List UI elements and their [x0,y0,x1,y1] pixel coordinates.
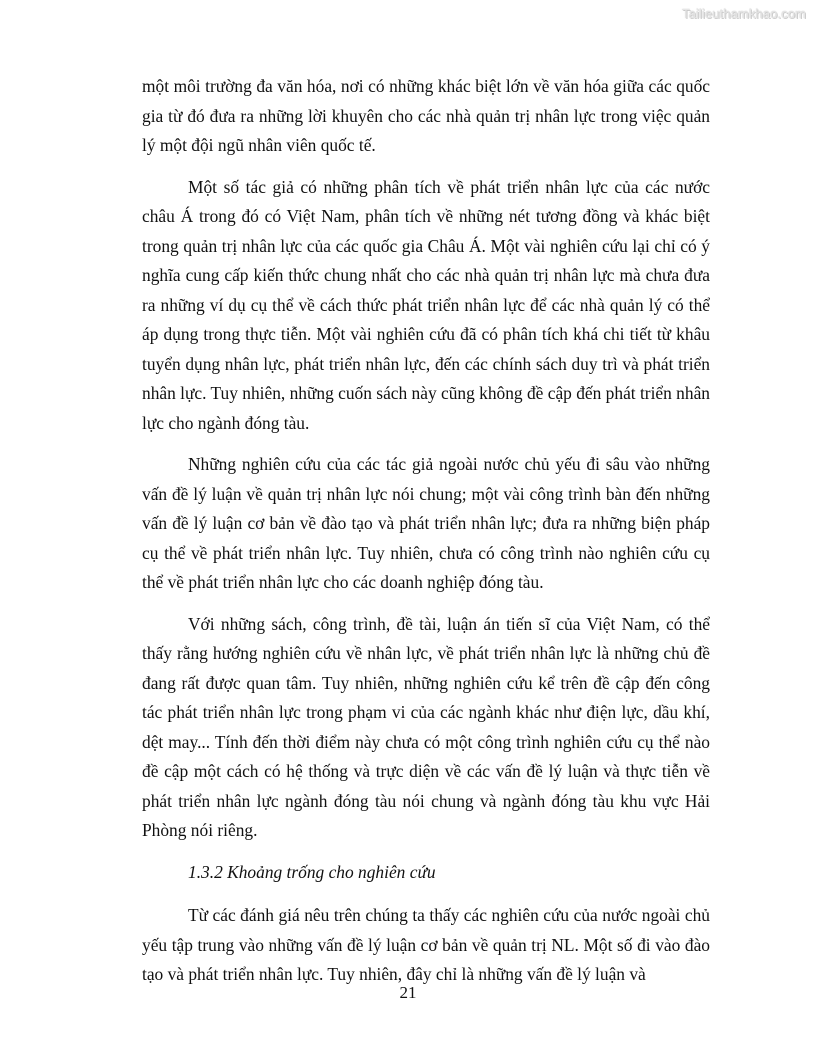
paragraph-1: một môi trường đa văn hóa, nơi có những khác biệt lớn về văn hóa giữa các quốc gia từ đó đưa ra những lời khuyên cho các nhà quản trị nhân lực trong việc quản lý một đội ngũ nhân viên quốc tế. [142,76,710,155]
paragraph-4: Với những sách, công trình, đề tài, luận án tiến sĩ của Việt Nam, có thể thấy rằng hướng nghiên cứu về nhân lực, về phát triển nhân lực là những chủ đề đang rất được quan tâm. Tuy nhiên, những nghiên cứu kể trên đề cập đến công tác phát triển nhân lực trong phạm vi của các ngành khác như điện lực, dầu khí, dệt may... Tính đến thời điểm này chưa có một công trình nghiên cứu cụ thể nào đề cập một cách có hệ thống và trực diện về các vấn đề lý luận và thực tiễn về phát triển nhân lực ngành đóng tàu nói chung và ngành đóng tàu khu vực Hải Phòng nói riêng. [142,613,710,840]
closing-paragraph: Từ các đánh giá nêu trên chúng ta thấy các nghiên cứu của nước ngoài chủ yếu tập trung vào những vấn đề lý luận cơ bản về quản trị NL. Một số đi vào đào tạo và phát triển nhân lực. Tuy nhiên, đây chỉ là những vấn đề lý luận và [142,905,710,984]
document-body [142,72,710,1002]
paragraph-2: Một số tác giả có những phân tích về phát triển nhân lực của các nước châu Á trong đó có Việt Nam, phân tích về những nét tương đồng và khác biệt trong quản trị nhân lực của các quốc gia Châu Á. Một vài nghiên cứu lại chỉ có ý nghĩa cung cấp kiến thức chung nhất cho các nhà quản trị nhân lực mà chưa đưa ra những ví dụ cụ thể về cách thức phát triển nhân lực để các nhà quản lý có thể áp dụng trong thực tiễn. Một vài nghiên cứu đã có phân tích khá chi tiết từ khâu tuyển dụng nhân lực, phát triển nhân lực, đến các chính sách duy trì và phát triển nhân lực. Tuy nhiên, những cuốn sách này cũng không đề cập đến phát triển nhân lực cho ngành đóng tàu. [142,176,710,433]
paragraph-3: Những nghiên cứu của các tác giả ngoài nước chủ yếu đi sâu vào những vấn đề lý luận về quản trị nhân lực nói chung; một vài công trình bàn đến những vấn đề lý luận cơ bản về đào tạo và phát triển nhân lực; đưa ra những biện pháp cụ thể về phát triển nhân lực. Tuy nhiên, chưa có công trình nào nghiên cứu cụ thể về phát triển nhân lực cho các doanh nghiệp đóng tàu. [142,454,710,592]
section-heading: 1.3.2 Khoảng trống cho nghiên cứu [188,861,436,882]
page-number: 21 [399,983,417,1002]
watermark: Tailieuthamkhao.com [681,6,806,21]
